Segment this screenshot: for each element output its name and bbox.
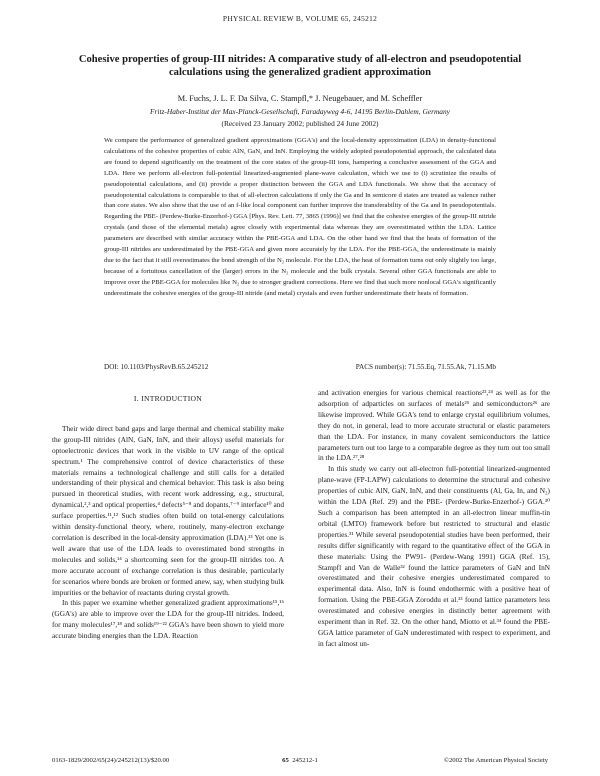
footer-article-page: 245212-1 (292, 757, 318, 764)
left-column (52, 388, 284, 642)
section-heading: I. INTRODUCTION (133, 394, 203, 403)
pacs-numbers: PACS number(s): 71.55.Eq, 71.55.Ak, 71.15.Mb (355, 363, 496, 371)
right-column (318, 388, 550, 650)
author-list: M. Fuchs, J. L. F. Da Silva, C. Stampfl,* J. Neugebauer, and M. Scheffler (177, 94, 423, 103)
footer-copyright: ©2002 The American Physical Society (443, 757, 548, 764)
received-date: (Received 23 January 2002; published 24 June 2002) (221, 119, 379, 128)
footer-issn: 0163-1829/2002/65(24)/245212(13)/$20.00 (52, 757, 170, 764)
doi-link[interactable]: DOI: 10.1103/PhysRevB.65.245212 (104, 363, 209, 371)
paper-title: Cohesive properties of group-III nitrides: A comparative study of all-electron and pseudopotential calculations using the generalized gradient approximation (78, 54, 522, 78)
intro-paragraph-1: Their wide direct band gaps and large thermal and chemical stability make the group-III nitrides (AlN, GaN, InN, and their alloys) useful materials for optoelectronic devices that work in the visible to UV range of the optical spectrum.¹ The comprehensive control of device characteristics of these materials remains a technological challenge and still calls for a detailed understanding of their physical and chemical behavior. This task is also being pursued in theoretical studies, with recent work addressing, e.g., structural, dynamical,²,³ and optical properties,⁴ defects⁵⁻⁸ and dopants,⁷⁻⁹ interface¹⁰ and surface properties.¹¹,¹² Such studies often build on total-energy calculations within density-functional theory, where, routinely, many-electron exchange correlation is described in the local-density approximation (LDA).¹³ Yet one is well aware that use of the LDA leads to overestimated bond strengths in molecules and solids,¹⁴ a shortcoming seen for the group-III nitrides too. A more accurate account of exchange correlation is thus desirable, particularly for scenarios where bonds are broken or formed anew, say, when studying bulk impurities or the behavior of reactants during crystal growth. (52, 423, 284, 597)
abstract: We compare the performance of generalized gradient approximations (GGA's) and the local-density approximation (LDA) in density-functional calculations of the cohesive properties of cubic AlN, GaN, and InN. Employing the widely adopted pseudopotential approach, the calculated data are found to depend significantly on the treatment of the core states of the group-III ions, hampering a conclusive assessment of the GGA and LDA. Here we perform all-electron full-potential linearized-augmented plane-wave calculation, which we use to (i) scrutinize the results of pseudopotential calculations, and (ii) provide a proper distinction between the GGA and LDA functionals. We show that the accuracy of pseudopotential calculations is comparable to that of all-electron calculations if only the Ga and In semicore d states are treated as valence rather than core states. We also show that the use of an f-like local component can further improve the transferability of the Ga and In pseudopotentials. Regarding the PBE- (Perdew-Burke-Enzerhof-) GGA [Phys. Rev. Lett. 77, 3865 (1996)] we find that the cohesive energies of the group-III nitride crystals (and those of the elemental metals) agree closely with experimental data whereas they are overestimated within the LDA. Lattice parameters are described with similar accuracy within the PBE-GGA and LDA. On the other hand we find that the heats of formation of the group-III nitrides are underestimated by the PBE-GGA and given more accurately by the LDA. For the PBE-GGA, the underestimate is mainly due to the fact that it still overestimates the bond strength of the N₂ molecule. For the LDA, the heat of formation turns out only slightly too large, because of a fortuitous cancellation of the (larger) errors in the N₂ molecule and the bulk crystals. Several other GGA functionals are able to improve over the PBE-GGA for molecules like N₂ due to stronger gradient corrections. Here we find that such more nonlocal GGA's significantly underestimate the cohesive energies of the group-III nitride (and metal) crystals and even further underestimate their heats of formation. (104, 137, 496, 297)
intro-paragraph-4: In this study we carry out all-electron full-potential linearized-augmented plane-wave (FP-LAPW) calculations to determine the structural and cohesive properties of cubic AlN, GaN, InN, and their constituents (Al, Ga, In, and N₂) within the LDA (Ref. 29) and the PBE- (Perdew-Burke-Enzerhof-) GGA.³⁰ Such a comparison has been attempted in an all-electron linear muffin-tin orbital (LMTO) framework before but restricted to structural and elastic properties.³¹ While several pseudopotential studies have been performed, their results differ significantly with regard to the quantitative effect of the GGA in these materials: Using the PW91- (Perdew-Wang 1991) GGA (Ref. 15), Stampfl and Van de Walle³² found the lattice parameters of GaN and InN overestimated and their cohesive energies underestimated compared to experimental data. Also, InN is found endothermic with a positive heat of formation. Using the PBE-GGA Zoroddu et al.³³ found lattice parameters less overestimated and cohesive energies in distinctly better agreement with experiment than in Ref. 32. On the other hand, Miotto et al.³⁴ found the PBE-GGA lattice parameter of GaN underestimated with respect to experiment, and in fact almost un- (318, 464, 550, 648)
affiliation: Fritz-Haber-Institut der Max-Planck-Gesellschaft, Faradayweg 4-6, 14195 Berlin-Dahlem, Germany (150, 107, 450, 116)
intro-paragraph-2: In this paper we examine whether generalized gradient approximations¹⁵,¹⁶ (GGA's) are able to improve over the LDA for the group-III nitrides. Indeed, for many molecules¹⁷,¹⁸ and solids¹⁹⁻²² GGA's have been shown to yield more accurate binding energies than the LDA. Reaction (52, 598, 284, 641)
running-head: PHYSICAL REVIEW B, VOLUME 65, 245212 (222, 14, 378, 23)
intro-paragraph-3: and activation energies for various chemical reactions²³,²⁴ as well as for the adsorption of adparticles on surfaces of metals²⁵ and semiconductors²⁶ are likewise improved. While GGA's tend to enlarge crystal equilibrium volumes, they do not, in general, lead to more accurate structural or elastic parameters than the LDA. For instance, in many covalent semiconductors the lattice parameters turn out too large to a comparable degree as they turn out too small in the LDA.²⁷,²⁸ (318, 388, 550, 463)
footer-volume: 65 (282, 757, 289, 764)
